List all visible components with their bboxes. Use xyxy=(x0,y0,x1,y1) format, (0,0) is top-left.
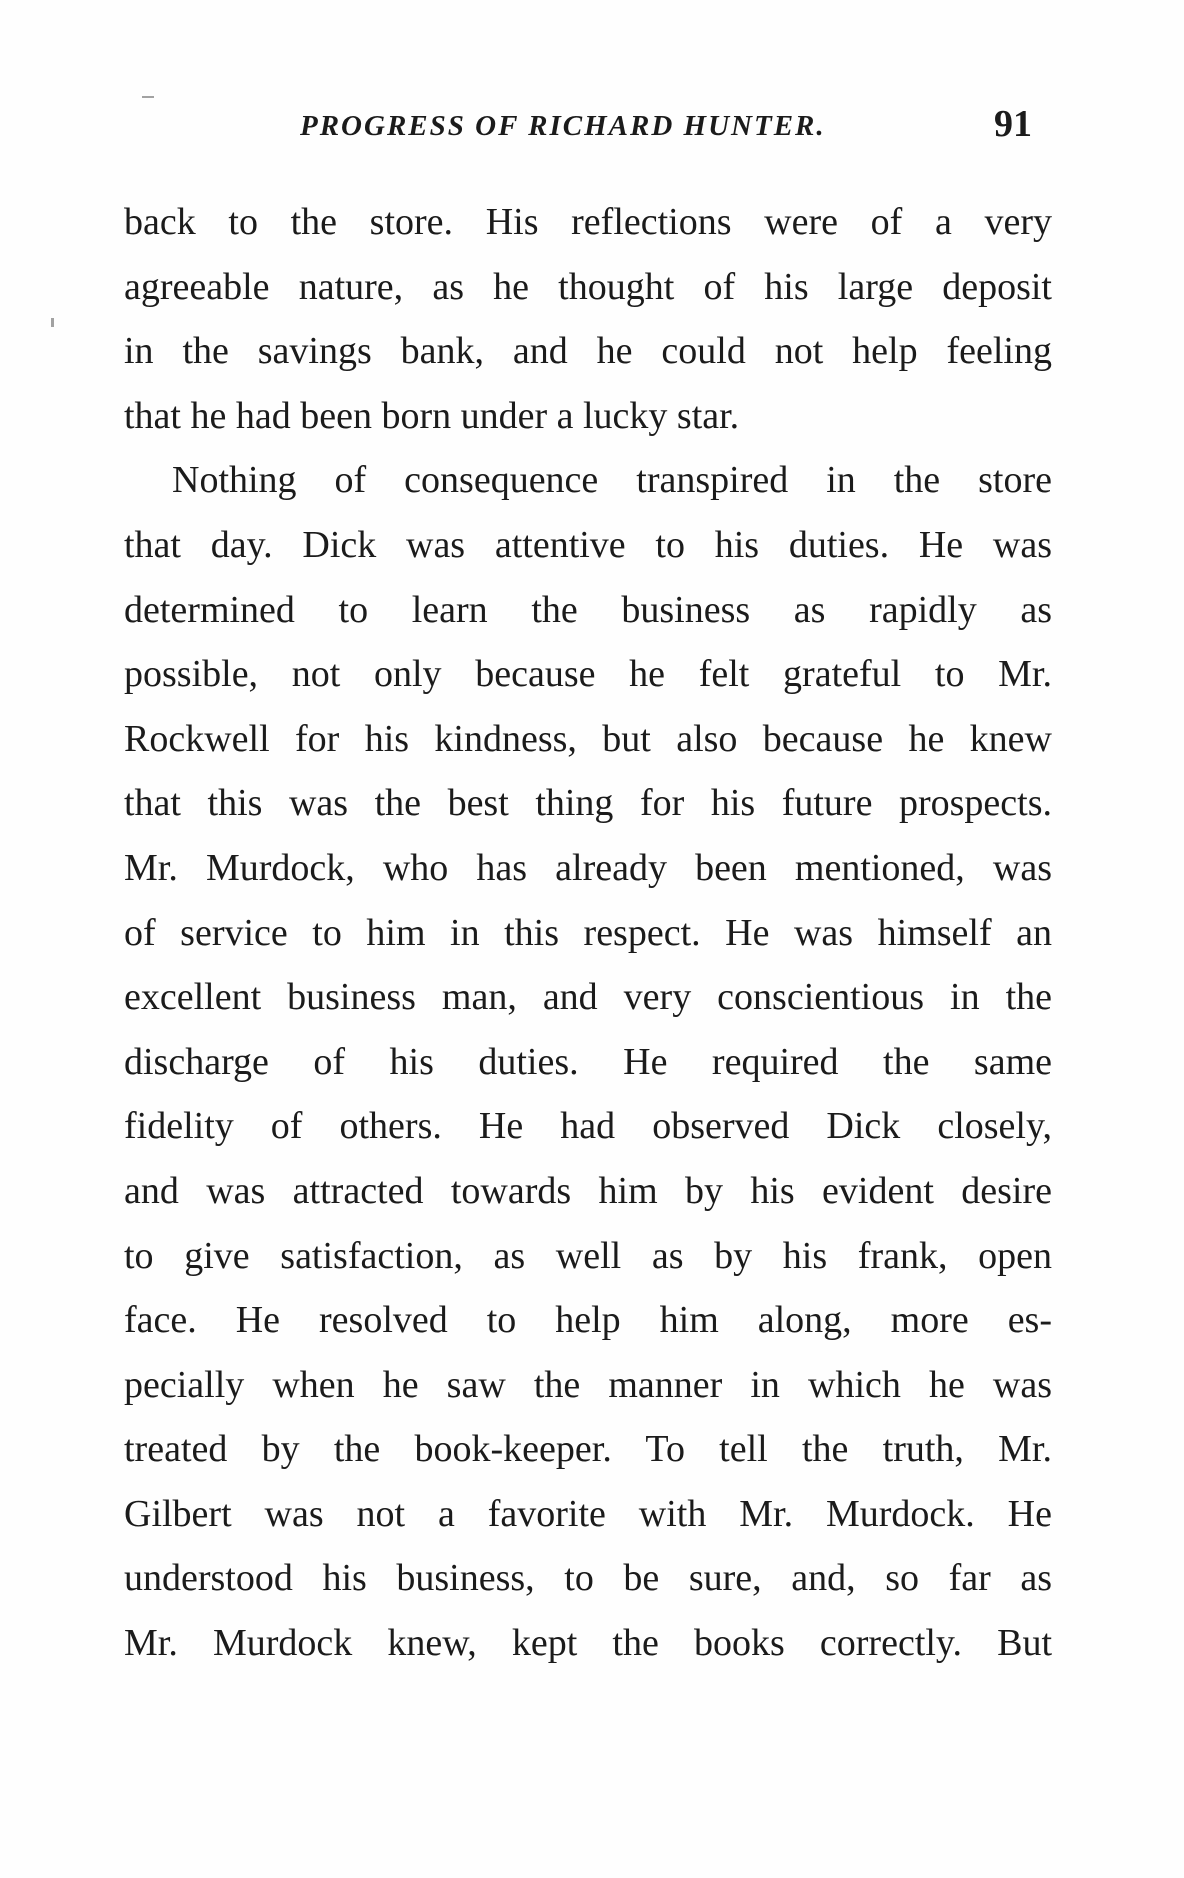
text-line: Mr. Murdock knew, kept the books correctly. But xyxy=(124,1622,1052,1665)
running-title: PROGRESS OF RICHARD HUNTER. xyxy=(300,110,826,142)
text-line: Rockwell for his kindness, but also because he knew xyxy=(124,717,1052,760)
text-line: Gilbert was not a favorite with Mr. Murdock. He xyxy=(124,1492,1052,1535)
text-line: back to the store. His reflections were of a very xyxy=(124,201,1052,243)
body-text xyxy=(124,190,1052,1676)
text-line: understood his business, to be sure, and, so far as xyxy=(124,1557,1052,1600)
text-line: discharge of his duties. He required the same xyxy=(124,1040,1052,1083)
text-line: of service to him in this respect. He was himself an xyxy=(124,911,1052,954)
text-line: in the savings bank, and he could not help feeling xyxy=(124,330,1052,373)
text-line: fidelity of others. He had observed Dick closely, xyxy=(124,1105,1052,1148)
text-line: that he had been born under a lucky star. xyxy=(124,394,740,437)
page-number: 91 xyxy=(994,103,1032,145)
scan-speck xyxy=(51,318,54,327)
text-line: and was attracted towards him by his evident desire xyxy=(124,1169,1052,1212)
scan-speck xyxy=(142,96,154,98)
text-line: excellent business man, and very conscientious in the xyxy=(124,976,1052,1019)
text-line: agreeable nature, as he thought of his large deposit xyxy=(124,265,1052,308)
text-line: face. He resolved to help him along, more es- xyxy=(124,1299,1052,1342)
running-head xyxy=(0,102,1184,152)
text-line: that this was the best thing for his future prospects. xyxy=(124,782,1052,825)
text-line: Mr. Murdock, who has already been mentioned, was xyxy=(124,846,1052,889)
text-line: possible, not only because he felt grateful to Mr. xyxy=(124,653,1052,696)
text-line: determined to learn the business as rapidly as xyxy=(124,588,1052,631)
text-line: to give satisfaction, as well as by his frank, open xyxy=(124,1234,1052,1277)
text-line: pecially when he saw the manner in which he was xyxy=(124,1363,1052,1406)
text-line: that day. Dick was attentive to his duties. He was xyxy=(124,523,1052,566)
text-line: treated by the book-keeper. To tell the truth, Mr. xyxy=(124,1428,1052,1471)
paragraph-first-line: Nothing of consequence transpired in the store xyxy=(172,459,1052,502)
